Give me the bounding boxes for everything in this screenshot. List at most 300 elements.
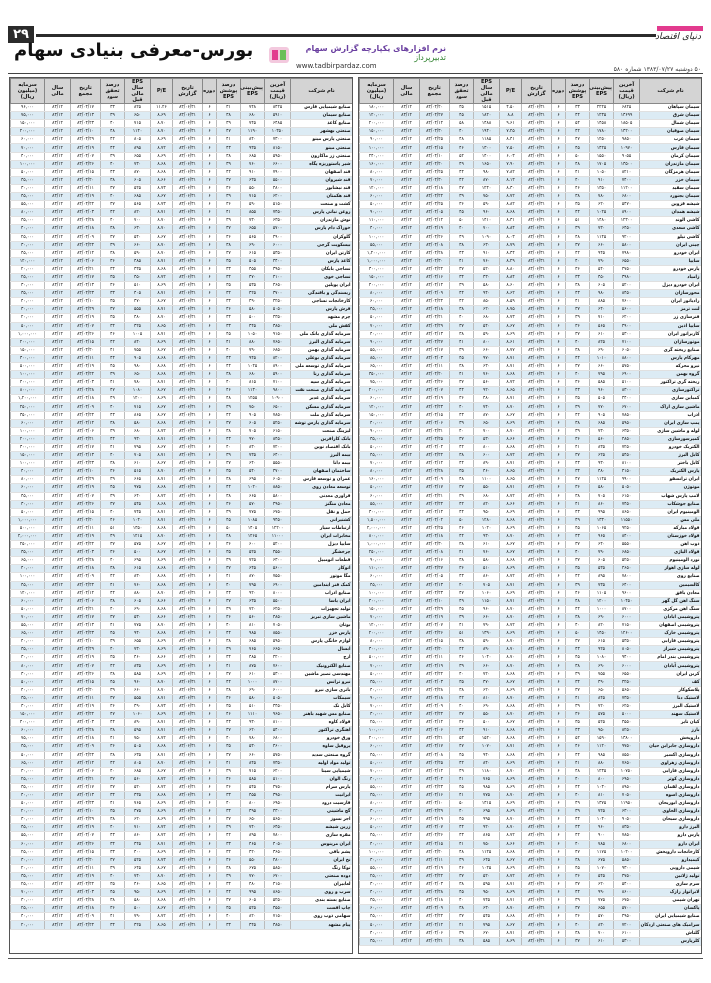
table-cell: ۴۰۰,۰۰۰ <box>11 379 45 387</box>
table-cell: ۸۳/۰۴/۲۰ <box>420 104 450 112</box>
table-cell: ۸۳/۰۶/۳۱ <box>173 354 203 362</box>
table-row <box>11 492 353 500</box>
table-cell: ۷۵,۰۰۰ <box>360 379 394 387</box>
table-cell: ۸۳/۰۶/۳۱ <box>173 314 203 322</box>
table-row <box>360 581 702 589</box>
company-name: صنعتی مینو <box>291 144 353 152</box>
company-name: صنایع بسته بندی <box>291 897 353 905</box>
table-cell: ۱۱.۲۶ <box>151 104 173 112</box>
table-cell: ۸۱۵ <box>241 379 265 387</box>
table-cell: ۷۶۰ <box>474 257 500 265</box>
table-cell: ۶ <box>203 589 217 597</box>
table-cell: ۶ <box>552 897 566 905</box>
table-cell: ۷۰,۰۰۰ <box>11 144 45 152</box>
table-cell: ۶ <box>552 395 566 403</box>
table-cell: ۶ <box>552 702 566 710</box>
table-cell: ۴۶ <box>566 184 590 192</box>
table-cell: ۶۰۵۰ <box>265 476 291 484</box>
table-cell: ۶ <box>552 144 566 152</box>
table-cell: ۲۵,۰۰۰ <box>11 775 45 783</box>
table-cell: ۴۰,۰۰۰ <box>11 152 45 160</box>
table-cell: ۸۳/۱۲ <box>394 913 420 921</box>
table-cell: ۱۶۰,۰۰۰ <box>360 160 394 168</box>
table-cell: ۶ <box>552 937 566 945</box>
table-cell: ۵۱ <box>101 524 125 532</box>
table-cell: ۵۲۰۰ <box>614 282 640 290</box>
table-cell: ۸۳/۰۶/۳۱ <box>173 654 203 662</box>
company-name: سرمایه گذاری غدیر <box>291 395 353 403</box>
table-cell: ۷۸۰ <box>125 379 151 387</box>
company-name: رنگ الوان <box>291 775 353 783</box>
table-cell: ۶۸۰۰ <box>614 193 640 201</box>
table-cell: ۴۶ <box>101 516 125 524</box>
table-cell: ۶ <box>203 427 217 435</box>
table-cell: ۶ <box>203 443 217 451</box>
table-row <box>11 257 353 265</box>
table-cell: ۷۰۵ <box>125 452 151 460</box>
table-cell: ۴۱ <box>101 346 125 354</box>
table-cell: ۸.۶۸ <box>500 670 522 678</box>
table-cell: ۱۷۰۵ <box>590 160 614 168</box>
table-cell: ۶ <box>552 120 566 128</box>
table-row <box>11 872 353 880</box>
table-cell: ۸۴۰ <box>474 759 500 767</box>
table-cell: ۹۱۵۰ <box>265 330 291 338</box>
company-name: معادن منگنز <box>291 500 353 508</box>
table-cell: ۴۰ <box>450 808 474 816</box>
table-row <box>360 468 702 476</box>
table-cell: ۸۳/۱۲ <box>394 217 420 225</box>
company-name: داروسازی لقمان <box>640 783 702 791</box>
table-cell: ۳۷ <box>450 872 474 880</box>
table-cell: ۸۳/۱۲ <box>394 549 420 557</box>
table-cell: ۸.۷۳ <box>151 184 173 192</box>
table-row <box>11 217 353 225</box>
table-cell: ۵۸۰ <box>590 484 614 492</box>
table-row <box>360 735 702 743</box>
table-cell: ۵۳۰۰ <box>265 670 291 678</box>
table-row <box>360 897 702 905</box>
table-row <box>11 735 353 743</box>
table-cell: ۵۷۰۰ <box>265 225 291 233</box>
table-cell: ۷۰,۰۰۰ <box>360 460 394 468</box>
table-row <box>360 605 702 613</box>
table-cell: ۸۳/۰۴/۲۲ <box>71 881 101 889</box>
table-cell: ۴۲ <box>217 168 241 176</box>
table-cell: ۶ <box>203 775 217 783</box>
table-cell: ۸.۷۱ <box>151 694 173 702</box>
table-cell: ۸۳/۰۶/۳۱ <box>522 913 552 921</box>
stock-table-right <box>358 77 702 954</box>
company-name: لامپ پارس شهاب <box>640 492 702 500</box>
table-cell: ۶ <box>552 152 566 160</box>
table-cell: ۸۳/۱۲ <box>45 711 71 719</box>
company-name: لابراتوار رازک <box>640 889 702 897</box>
table-cell: ۱۰۴۰ <box>125 516 151 524</box>
table-cell: ۸۰۰,۰۰۰ <box>360 532 394 540</box>
table-cell: ۸.۷۱ <box>500 581 522 589</box>
table-cell: ۳۱ <box>217 104 241 112</box>
table-cell: ۳۴ <box>566 468 590 476</box>
table-cell: ۴۶ <box>450 654 474 662</box>
company-name: نخ ایران <box>291 856 353 864</box>
table-cell: ۷۵۰ <box>474 840 500 848</box>
company-name: لوله و ماشین سازی <box>640 427 702 435</box>
table-cell: ۸۹۰۰ <box>265 363 291 371</box>
table-cell: ۸.۷۱ <box>500 929 522 937</box>
table-cell: ۸۳/۱۲ <box>394 662 420 670</box>
company-name: داروسازی الحاوی <box>640 808 702 816</box>
table-cell: ۸.۶۵ <box>500 387 522 395</box>
table-cell: ۸۳/۱۲ <box>45 371 71 379</box>
table-cell: ۴۶۰ <box>125 654 151 662</box>
table-cell: ۹۸۵ <box>590 751 614 759</box>
company-name: قند اصفهان <box>291 168 353 176</box>
table-cell: ۶ <box>203 727 217 735</box>
table-cell: ۸۳/۰۴/۲۸ <box>420 468 450 476</box>
table-cell: ۵۳۰۰ <box>614 330 640 338</box>
table-cell: ۷.۹۰ <box>500 160 522 168</box>
table-cell: ۳۷ <box>217 751 241 759</box>
table-row <box>11 589 353 597</box>
table-cell: ۴۳ <box>450 573 474 581</box>
company-name: مقره سازی <box>291 832 353 840</box>
table-cell: ۸۳۵ <box>590 443 614 451</box>
table-row <box>360 225 702 233</box>
table-cell: ۴۷ <box>450 184 474 192</box>
table-cell: ۱۰۰,۰۰۰ <box>360 144 394 152</box>
table-cell: ۸۹۰ <box>474 646 500 654</box>
table-cell: ۸۳/۰۴/۲۱ <box>71 435 101 443</box>
table-cell: ۶۰,۰۰۰ <box>11 419 45 427</box>
table-cell: ۸۳/۰۴/۲۹ <box>420 808 450 816</box>
table-cell: ۸۳/۰۶/۳۱ <box>173 816 203 824</box>
table-cell: ۸۳/۱۲ <box>394 338 420 346</box>
table-cell: ۴۹ <box>101 532 125 540</box>
table-cell: ۸۳/۱۲ <box>45 273 71 281</box>
table-cell: ۸.۷۲ <box>500 452 522 460</box>
table-cell: ۱۰۵۰ <box>590 168 614 176</box>
table-cell: ۴۴ <box>217 484 241 492</box>
table-row <box>11 727 353 735</box>
table-cell: ۶ <box>552 508 566 516</box>
table-cell: ۸۳/۱۲ <box>394 443 420 451</box>
table-cell: ۴۳ <box>217 719 241 727</box>
table-cell: ۸۳/۱۲ <box>45 290 71 298</box>
table-row <box>360 638 702 646</box>
table-cell: ۵۶۰ <box>125 775 151 783</box>
table-cell: ۱۲۳۵ <box>590 767 614 775</box>
table-cell: ۶۹۰ <box>590 613 614 621</box>
table-cell: ۴۳ <box>217 435 241 443</box>
table-cell: ۸۳/۱۲ <box>45 913 71 921</box>
table-cell: ۸۰,۰۰۰ <box>360 800 394 808</box>
table-cell: ۸۲۰ <box>241 913 265 921</box>
table-cell: ۸۳/۱۲ <box>45 775 71 783</box>
table-cell: ۸۳/۰۴/۲۳ <box>71 800 101 808</box>
table-cell: ۸۳/۰۴/۲۱ <box>71 775 101 783</box>
table-cell: ۶ <box>203 225 217 233</box>
table-cell: ۹۰,۰۰۰ <box>360 209 394 217</box>
table-cell: ۸۳/۱۲ <box>394 824 420 832</box>
table-cell: ۸۳/۱۲ <box>394 112 420 120</box>
table-cell: ۸۳/۱۲ <box>45 330 71 338</box>
company-name: مخابرات ایران <box>291 532 353 540</box>
table-cell: ۱۰۲۵ <box>241 363 265 371</box>
table-cell: ۳۷ <box>450 322 474 330</box>
table-cell: ۸۳/۱۲ <box>45 630 71 638</box>
table-cell: ۸۳/۰۴/۰۳ <box>420 881 450 889</box>
company-name: فرش پارس <box>291 306 353 314</box>
table-cell: ۸۳/۰۴/۲۰ <box>71 516 101 524</box>
table-cell: ۳۹ <box>566 702 590 710</box>
table-cell: ۴۵ <box>450 209 474 217</box>
table-cell: ۸.۶۹ <box>500 508 522 516</box>
table-cell: ۴۴ <box>566 816 590 824</box>
table-cell: ۸.۷۰ <box>500 662 522 670</box>
table-cell: ۴۹ <box>450 233 474 241</box>
table-cell: ۳۸ <box>101 176 125 184</box>
table-row <box>11 702 353 710</box>
table-cell: ۵۰ <box>566 630 590 638</box>
table-cell: ۵۷۵ <box>125 541 151 549</box>
table-cell: ۸۳/۱۲ <box>45 201 71 209</box>
table-cell: ۱۲۴۰ <box>474 184 500 192</box>
table-cell: ۶ <box>203 209 217 217</box>
table-row <box>360 508 702 516</box>
table-cell: ۸۳/۰۶/۳۱ <box>173 209 203 217</box>
table-cell: ۷۴۰۰ <box>614 176 640 184</box>
table-cell: ۸۳/۰۴/۲۴ <box>420 711 450 719</box>
table-cell: ۸۳/۰۶/۳۱ <box>522 249 552 257</box>
table-cell: ۶ <box>203 800 217 808</box>
table-cell: ۳۵,۰۰۰ <box>11 217 45 225</box>
table-cell: ۸۳/۱۲ <box>45 597 71 605</box>
table-cell: ۸۳/۰۶/۳۱ <box>173 727 203 735</box>
table-cell: ۶۱۰ <box>590 330 614 338</box>
table-cell: ۱۱۰,۰۰۰ <box>360 565 394 573</box>
table-cell: ۳۴ <box>101 322 125 330</box>
table-cell: ۸.۷۲ <box>151 273 173 281</box>
table-cell: ۸۳/۰۶/۳۱ <box>173 484 203 492</box>
table-cell: ۸۳۵۰ <box>614 824 640 832</box>
table-cell: ۸.۷۱ <box>151 379 173 387</box>
company-name: صنایع الکترونیک <box>291 662 353 670</box>
table-cell: ۱۲۰,۰۰۰ <box>360 403 394 411</box>
table-row <box>11 209 353 217</box>
table-cell: ۴۰,۰۰۰ <box>360 929 394 937</box>
table-cell: ۷۶۰ <box>474 371 500 379</box>
company-name: صنایع سیمان <box>291 112 353 120</box>
table-cell: ۸۳/۰۶/۳۱ <box>173 193 203 201</box>
company-name: سرمایه گذاری توسعه ملی <box>291 363 353 371</box>
table-cell: ۸۳/۱۲ <box>45 605 71 613</box>
table-cell: ۱۲۸۰ <box>474 516 500 524</box>
table-cell: ۷۴۵ <box>241 120 265 128</box>
table-cell: ۶۷۵ <box>241 864 265 872</box>
advertisement <box>296 44 446 70</box>
table-cell: ۱۵۰,۰۰۰ <box>11 346 45 354</box>
table-cell: ۸۳/۰۴/۱۹ <box>71 484 101 492</box>
company-name: صنایع جوشکاب <box>640 500 702 508</box>
table-cell: ۳۰,۰۰۰ <box>11 184 45 192</box>
table-cell: ۸۳/۱۲ <box>394 541 420 549</box>
table-cell: ۴۵,۰۰۰ <box>11 193 45 201</box>
table-cell: ۷۳۵۰ <box>614 694 640 702</box>
table-cell: ۱۵۲۰ <box>474 735 500 743</box>
table-cell: ۸۳/۰۴/۲۳ <box>71 630 101 638</box>
table-cell: ۴۴ <box>101 589 125 597</box>
table-cell: ۷۸۵۰ <box>265 411 291 419</box>
table-cell: ۶۸۰ <box>474 492 500 500</box>
company-name: گلتاش <box>640 929 702 937</box>
table-cell: ۴۲ <box>101 759 125 767</box>
table-cell: ۸۳/۰۶/۳۱ <box>522 872 552 880</box>
table-cell: ۸.۶۹ <box>500 565 522 573</box>
table-cell: ۸.۷۳ <box>151 201 173 209</box>
table-cell: ۷۶۵۰ <box>614 759 640 767</box>
table-cell: ۵۶۵۰ <box>265 816 291 824</box>
table-cell: ۲۵,۰۰۰ <box>11 273 45 281</box>
table-cell: ۸۳/۰۶/۳۱ <box>173 419 203 427</box>
table-cell: ۴۷۰ <box>125 298 151 306</box>
table-cell: ۶ <box>552 905 566 913</box>
table-cell: ۵۰,۰۰۰ <box>360 670 394 678</box>
table-cell: ۸۳/۰۴/۱۴ <box>420 767 450 775</box>
table-cell: ۸.۶۷ <box>151 346 173 354</box>
table-cell: ۴۹۰ <box>241 298 265 306</box>
table-cell: ۵۷۰ <box>590 913 614 921</box>
table-cell: ۸۳/۱۲ <box>45 443 71 451</box>
table-cell: ۸۳/۱۲ <box>394 282 420 290</box>
table-cell: ۴۴ <box>450 646 474 654</box>
table-cell: ۶ <box>203 897 217 905</box>
table-cell: ۲۰,۰۰۰ <box>11 314 45 322</box>
table-cell: ۸۳/۱۲ <box>394 727 420 735</box>
page-title: بورس-معرفی بنیادی سهام <box>14 40 254 61</box>
table-cell: ۹۶۰۰ <box>614 589 640 597</box>
company-name: کاشی الوند <box>640 217 702 225</box>
table-cell: ۸.۶۹ <box>151 808 173 816</box>
company-name: داروسازی جابرابن حیان <box>640 743 702 751</box>
column-header: دوره <box>552 79 566 104</box>
table-cell: ۷۶۵ <box>125 800 151 808</box>
table-cell: ۶۴۰۰ <box>614 581 640 589</box>
table-cell: ۶ <box>552 856 566 864</box>
table-cell: ۸۳/۰۶/۳۱ <box>522 209 552 217</box>
table-cell: ۴۵,۰۰۰ <box>360 751 394 759</box>
table-cell: ۱۲۰,۰۰۰ <box>360 112 394 120</box>
table-cell: ۵۳۵۰ <box>614 638 640 646</box>
table-cell: ۵۳۰ <box>125 613 151 621</box>
table-cell: ۶ <box>203 816 217 824</box>
column-header: سرمایه (میلیون ریال) <box>11 79 45 104</box>
table-cell: ۸۳/۰۶/۳۱ <box>173 249 203 257</box>
table-cell: ۶ <box>552 290 566 298</box>
table-cell: ۵۵۰۰ <box>265 597 291 605</box>
table-cell: ۸۳/۰۶/۳۱ <box>173 233 203 241</box>
table-cell: ۵۲۵ <box>590 719 614 727</box>
table-cell: ۳۵,۰۰۰ <box>11 694 45 702</box>
table-cell: ۸۹۵ <box>590 573 614 581</box>
table-cell: ۶ <box>552 176 566 184</box>
table-cell: ۸۳/۰۴/۱۸ <box>71 225 101 233</box>
company-name: سیمان صوفیان <box>640 128 702 136</box>
table-cell: ۸.۷۹ <box>500 241 522 249</box>
table-cell: ۷۱۰ <box>590 314 614 322</box>
table-cell: ۸۳/۰۶/۳۱ <box>173 338 203 346</box>
table-cell: ۸.۶۸ <box>500 516 522 524</box>
table-cell: ۶ <box>552 379 566 387</box>
table-cell: ۸۳/۰۶/۳۱ <box>173 306 203 314</box>
table-cell: ۷.۲۵ <box>500 128 522 136</box>
table-cell: ۸۳/۱۲ <box>394 395 420 403</box>
table-cell: ۴۳ <box>450 832 474 840</box>
company-name: موتورسازان <box>640 338 702 346</box>
table-cell: ۱۰۲۵ <box>590 209 614 217</box>
table-cell: ۴۰,۰۰۰ <box>11 225 45 233</box>
table-cell: ۴۰ <box>566 921 590 929</box>
table-cell: ۷۸۰۰ <box>614 573 640 581</box>
table-cell: ۶ <box>552 516 566 524</box>
table-cell: ۸۳/۰۶/۳۱ <box>173 743 203 751</box>
table-cell: ۶ <box>203 508 217 516</box>
table-cell: ۴۱ <box>450 257 474 265</box>
table-cell: ۸.۶۶ <box>151 613 173 621</box>
table-cell: ۱۱۵۵۰ <box>614 516 640 524</box>
table-cell: ۹۲۰ <box>241 589 265 597</box>
table-cell: ۶۲۰ <box>241 727 265 735</box>
table-cell: ۶ <box>552 193 566 201</box>
table-cell: ۴۱ <box>217 338 241 346</box>
table-cell: ۶ <box>552 484 566 492</box>
table-cell: ۵۵۵۰ <box>614 541 640 549</box>
table-cell: ۸۳۵ <box>125 662 151 670</box>
table-cell: ۷۸۰ <box>590 193 614 201</box>
table-cell: ۶ <box>552 719 566 727</box>
table-cell: ۵۶۰۰ <box>614 306 640 314</box>
table-cell: ۱۰۳۵۰ <box>265 128 291 136</box>
table-cell: ۴۴۵۰ <box>265 702 291 710</box>
table-cell: ۸۳/۰۶/۳۱ <box>173 427 203 435</box>
table-cell: ۶۹۵ <box>125 557 151 565</box>
table-cell: ۶ <box>552 549 566 557</box>
company-name: فولاد کاوه <box>291 719 353 727</box>
table-row <box>360 727 702 735</box>
table-cell: ۶ <box>552 265 566 273</box>
table-cell: ۹۹۰ <box>590 889 614 897</box>
table-cell: ۸۳/۰۶/۳۱ <box>522 354 552 362</box>
table-cell: ۸.۷۱ <box>500 363 522 371</box>
table-cell: ۴۰ <box>101 508 125 516</box>
table-cell: ۵۶۰۰ <box>265 565 291 573</box>
table-cell: ۴۲ <box>101 662 125 670</box>
table-cell: ۸۰,۰۰۰ <box>360 468 394 476</box>
table-cell: ۳۶ <box>101 282 125 290</box>
table-cell: ۸.۶۹ <box>500 800 522 808</box>
table-cell: ۸۳/۱۲ <box>394 638 420 646</box>
table-cell: ۸.۶۸ <box>151 743 173 751</box>
table-cell: ۹۸۰ <box>474 168 500 176</box>
table-cell: ۸۳/۱۲ <box>45 484 71 492</box>
table-cell: ۳۵ <box>450 468 474 476</box>
table-row <box>11 201 353 209</box>
table-cell: ۸۳/۱۲ <box>45 500 71 508</box>
table-cell: ۵۳۵ <box>590 565 614 573</box>
table-cell: ۵۹۰ <box>474 330 500 338</box>
table-cell: ۸۳/۱۲ <box>394 257 420 265</box>
table-cell: ۸۳/۱۲ <box>394 516 420 524</box>
